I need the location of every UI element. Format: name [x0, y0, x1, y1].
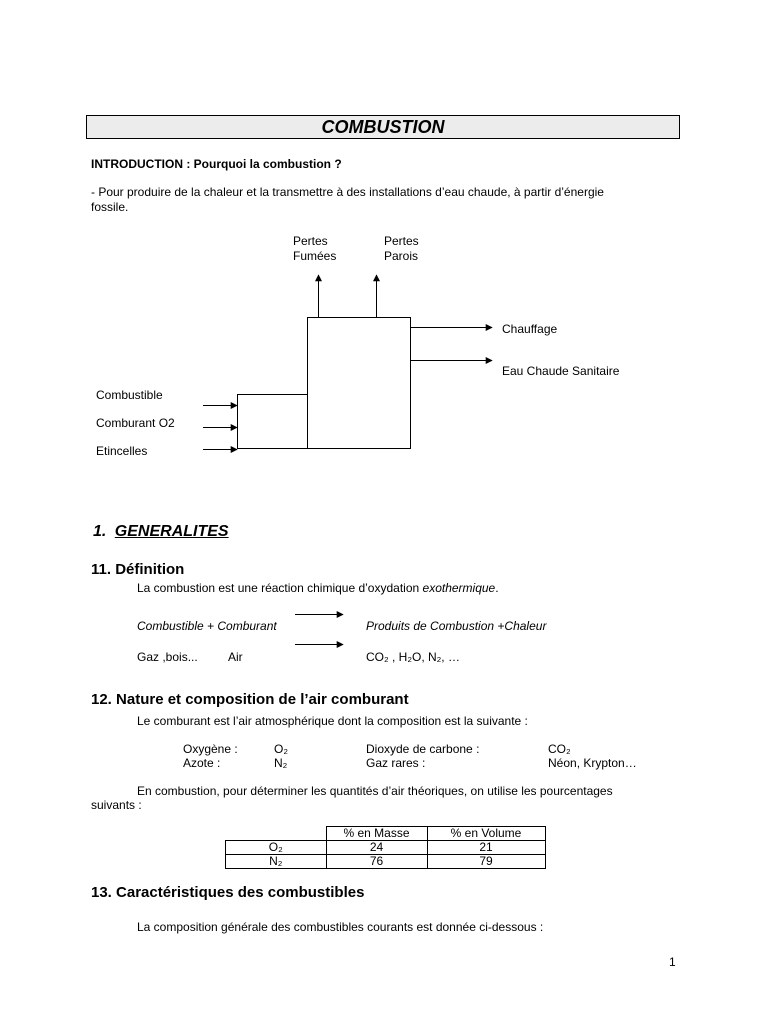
label-eau-chaude: Eau Chaude Sanitaire — [502, 364, 620, 378]
label-gaz-rares: Gaz rares : — [366, 756, 426, 770]
row-masse: 76 — [326, 855, 427, 869]
row-volume: 21 — [427, 841, 545, 855]
row-masse: 24 — [326, 841, 427, 855]
example-air: Air — [228, 650, 243, 664]
s11-definition-prefix: La combustion est une réaction chimique d’oxydation — [137, 581, 423, 595]
table-row — [226, 841, 546, 855]
label-dioxyde: Dioxyde de carbone : — [366, 742, 480, 756]
section-1-title: GENERALITES — [114, 523, 229, 540]
row-volume: 79 — [427, 855, 545, 869]
reaction-lhs: Combustible + Comburant — [137, 619, 277, 633]
burner-small-box — [238, 395, 308, 449]
label-azote: Azote : — [183, 756, 221, 770]
page-number: 1 — [669, 955, 676, 969]
label-oxygene: Oxygène : — [183, 742, 238, 756]
value-neon: Néon, Krypton… — [548, 756, 637, 770]
label-pertes-fumees-2: Fumées — [293, 249, 337, 263]
example-fuel: Gaz ,bois... — [137, 650, 198, 664]
value-o2: O₂ — [274, 742, 288, 756]
s11-definition — [137, 581, 499, 595]
table-corner — [226, 827, 327, 841]
label-pertes-parois-2: Parois — [384, 249, 419, 263]
intro-line-1: - Pour produire de la chaleur et la transmettre à des installations d’eau chaude, à partir d’énergie — [91, 185, 604, 199]
s12-heading: 12. Nature et composition de l’air comburant — [91, 691, 409, 708]
reaction-arrows — [290, 606, 350, 656]
air-composition-table — [225, 826, 546, 869]
label-chauffage: Chauffage — [502, 322, 558, 336]
boiler-large-box — [308, 318, 411, 449]
label-etincelles: Etincelles — [96, 444, 148, 458]
example-products: CO₂ , H₂O, N₂, … — [366, 650, 460, 664]
s11-definition-suffix: . — [495, 581, 499, 595]
table-row — [226, 855, 546, 869]
s11-heading: 11. Définition — [91, 561, 185, 578]
s11-definition-em: exothermique — [422, 581, 496, 595]
row-label: N₂ — [226, 855, 327, 869]
s12-text: Le comburant est l’air atmosphérique dont la composition est la suivante : — [137, 714, 528, 728]
table-header-row — [226, 827, 546, 841]
label-comburant: Comburant O2 — [96, 416, 175, 430]
label-pertes-parois-1: Pertes — [384, 234, 419, 248]
row-label: O₂ — [226, 841, 327, 855]
header-masse: % en Masse — [326, 827, 427, 841]
label-combustible: Combustible — [96, 388, 163, 402]
intro-heading: INTRODUCTION : Pourquoi la combustion ? — [91, 157, 342, 171]
section-1-number: 1. — [93, 523, 107, 540]
s12-para-line-2: suivants : — [91, 798, 142, 812]
value-co2: CO₂ — [548, 742, 571, 756]
s13-text: La composition générale des combustibles courants est donnée ci-dessous : — [137, 920, 544, 934]
s13-heading: 13. Caractéristiques des combustibles — [91, 884, 365, 901]
document-title: COMBUSTION — [321, 116, 445, 137]
header-volume: % en Volume — [427, 827, 545, 841]
reaction-rhs: Produits de Combustion +Chaleur — [366, 619, 547, 633]
label-pertes-fumees-1: Pertes — [293, 234, 328, 248]
value-n2: N₂ — [274, 756, 288, 770]
intro-line-2: fossile. — [91, 200, 129, 214]
s12-para-line-1: En combustion, pour déterminer les quantités d’air théoriques, on utilise les pourcentages — [137, 784, 613, 798]
section-1-heading — [93, 523, 229, 541]
